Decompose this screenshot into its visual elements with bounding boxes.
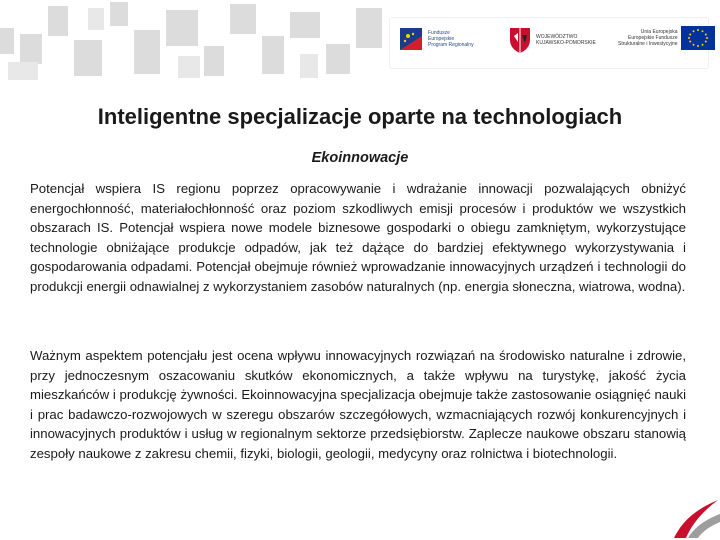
eu-flag-icon: [681, 26, 715, 50]
logo-text-line: Strukturalne i Inwestycyjne: [618, 41, 678, 47]
fundusze-europejskie-icon: [398, 26, 424, 52]
logo-text-line: Unia Europejska: [640, 29, 678, 35]
logo-text-line: Europejskie Fundusze: [628, 35, 678, 41]
page-title: Inteligentne specjalizacje oparte na technologiach: [97, 104, 623, 129]
unia-europejska-logo: [618, 26, 715, 50]
corner-swoosh-logo: [664, 492, 720, 540]
body-paragraph: Ważnym aspektem potencjału jest ocena wpływu innowacyjnych rozwiązań na środowisko naturalne i zdrowie, przy jednoczesnym oszacowaniu skutków ekonomicznych, a także wpływu na turystykę, jakość życia mieszkańców i produkcję żywności. Ekoinnowacyjna specjalizacja obejmuje także zastosowanie osiągnięć nauki i prac badawczo-rozwojowych w szeregu obszarów szczegółowych, wzmacniających rozwój konkurencyjnych i innowacyjnych produktów i usług w regionalnym sektorze przedsiębiorstw. Zaplecze naukowe obszaru stanowią zespoły naukowe z zakresu chemii, fizyki, biologii, geologii, medycyny oraz rolnictwa i biotechnologii.: [30, 348, 686, 461]
partner-logos-strip: [390, 18, 708, 68]
kujawsko-pomorskie-logo: [508, 26, 596, 54]
header-band: [0, 0, 720, 82]
section-subtitle: Ekoinnowacje: [311, 150, 409, 166]
fundusze-europejskie-logo: [398, 26, 474, 52]
coat-of-arms-icon: [508, 26, 532, 54]
logo-text-line: Europejskie: [428, 36, 455, 42]
body-paragraph: Potencjał wspiera IS regionu poprzez opracowywanie i wdrażanie innowacji pozwalających obniżyć energochłonność, materiałochłonność oraz poziom szkodliwych emisji procesów i produktów we wszystkich obszarach IS. Potencjał wspiera nowe modele biznesowe gospodarki o obiegu zamkniętym, wykorzystujące technologie obniżające produkcje odpadów, jak też dążące do bardziej efektywnego wykorzystywania i gospodarowania odpadami. Potencjał obejmuje również wprowadzanie innowacyjnych urządzeń i technologii do produkcji energii odnawialnej z wykorzystaniem zasobów naturalnych (np. energia słoneczna, wiatrowa, wodna).: [30, 181, 686, 294]
logo-text-line: Fundusze: [428, 30, 450, 36]
logo-text-line: KUJAWSKO-POMORSKIE: [536, 40, 596, 46]
logo-text-line: Program Regionalny: [428, 42, 474, 48]
logo-text-line: WOJEWÓDZTWO: [536, 34, 578, 40]
